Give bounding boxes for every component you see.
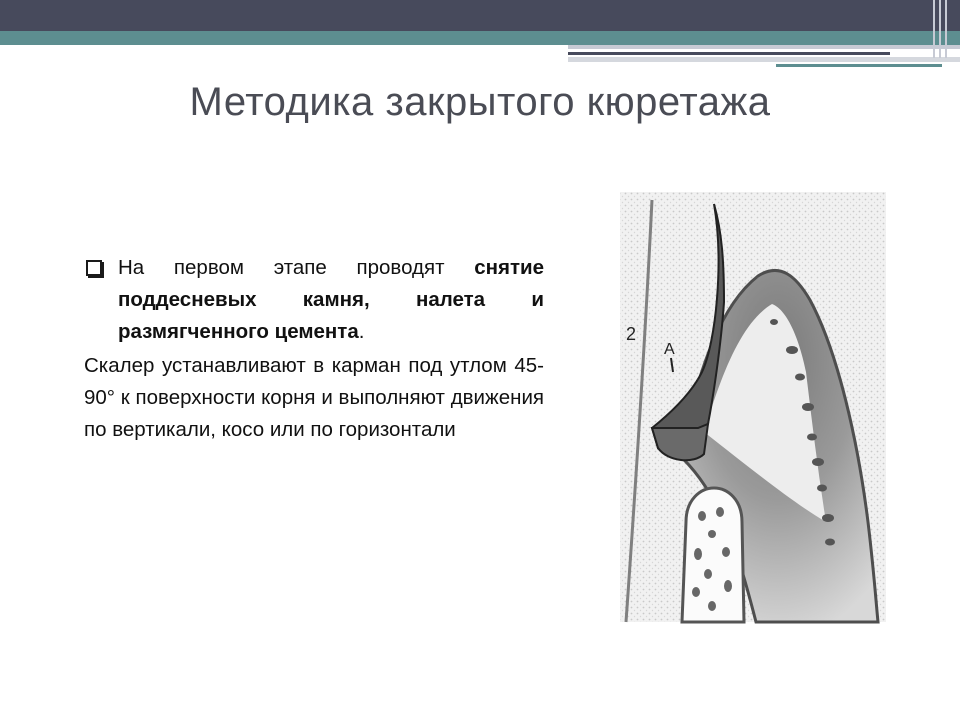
header-teal-band	[0, 31, 960, 45]
bullet-item	[84, 252, 544, 348]
header-ribbon-pale	[568, 57, 960, 62]
description-paragraph: Скалер устанавливают в карман под утлом 45-90° к поверхности корня и выполняют движения по вертикали, косо или по горизонтали	[84, 354, 544, 441]
slide-title: Методика закрытого кюретажа	[189, 80, 771, 124]
header-dark-band	[0, 0, 960, 31]
checkbox-bullet-icon	[86, 260, 102, 276]
figure-label-letter: A	[664, 341, 675, 358]
bullet-tail-text: .	[358, 320, 365, 343]
curettage-illustration	[612, 192, 892, 632]
header-corner-lines	[928, 0, 960, 58]
header-ribbon-dark	[568, 52, 890, 55]
bullet-lead-text: На первом этапе проводят	[118, 256, 445, 279]
header-ribbon-light	[568, 45, 960, 49]
figure-label-number: 2	[626, 324, 637, 344]
header-ribbon-teal	[776, 64, 942, 67]
bullet-bold-text: снятие поддесневых камня, налета и размягченного цемента	[118, 256, 545, 343]
slide-content	[84, 252, 544, 446]
